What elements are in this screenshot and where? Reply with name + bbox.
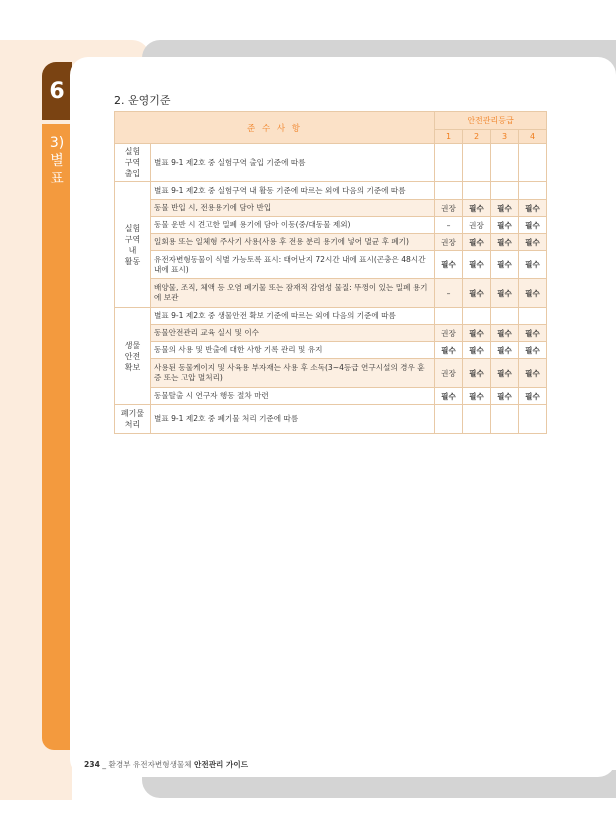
table-row (115, 217, 547, 234)
grade-cell: 필수 (491, 200, 519, 217)
operating-standards-table (114, 111, 547, 434)
grade-cell: 필수 (491, 388, 519, 405)
grade-cell (435, 144, 463, 182)
grade-cell: 필수 (519, 325, 547, 342)
grade-cell: 필수 (491, 325, 519, 342)
grade-number-header: 3 (491, 130, 519, 144)
category-line: 구역 (124, 158, 141, 167)
grade-cell: 필수 (491, 217, 519, 234)
grade-cell (435, 308, 463, 325)
table-row (115, 325, 547, 342)
grade-cell (491, 308, 519, 325)
requirement-text: 동물탈출 시 연구자 행동 절차 마련 (151, 388, 435, 405)
grade-cell (463, 144, 491, 182)
requirement-text: 동물의 사용 및 반출에 대한 사항 기록 관리 및 유지 (151, 342, 435, 359)
grade-cell: – (435, 279, 463, 308)
requirement-text: 동물안전관리 교육 실시 및 이수 (151, 325, 435, 342)
requirement-text: 별표 9-1 제2호 중 실험구역 출입 기준에 따름 (151, 144, 435, 182)
table-header-safety-grade: 안전관리등급 (435, 112, 547, 130)
grade-cell: 필수 (491, 342, 519, 359)
grade-cell: 필수 (491, 234, 519, 251)
category-line: 처리 (124, 420, 141, 429)
category-cell (115, 182, 151, 308)
grade-cell (435, 405, 463, 434)
table-row (115, 405, 547, 434)
section-tab (42, 124, 72, 750)
grade-cell: 필수 (519, 251, 547, 279)
requirement-text: 일회용 또는 일체형 주사기 사용(사용 후 전용 분리 용기에 넣어 멸균 후 폐기) (151, 234, 435, 251)
grade-cell: 필수 (519, 200, 547, 217)
grade-number-header: 1 (435, 130, 463, 144)
grade-cell (463, 308, 491, 325)
page-number: 234 (84, 760, 100, 769)
grade-cell: 필수 (519, 342, 547, 359)
grade-cell (519, 308, 547, 325)
table-row (115, 234, 547, 251)
section-number: 3) (49, 135, 65, 151)
grade-cell: 필수 (491, 359, 519, 388)
table-row (115, 251, 547, 279)
table-row (115, 342, 547, 359)
grade-number-header: 2 (463, 130, 491, 144)
category-line: 활동 (124, 256, 141, 266)
category-cell (115, 308, 151, 405)
grade-cell: 필수 (435, 342, 463, 359)
table-row (115, 200, 547, 217)
category-line: 생물 (124, 340, 141, 350)
chapter-number: 6 (49, 79, 65, 104)
grade-cell: 필수 (491, 251, 519, 279)
grade-cell: 필수 (519, 388, 547, 405)
grade-cell: 필수 (463, 251, 491, 279)
category-cell (115, 405, 151, 434)
grade-cell (519, 405, 547, 434)
grade-cell (463, 182, 491, 200)
requirement-text: 유전자변형동물이 식별 가능토록 표시: 태어난지 72시간 내에 표시(곤충은 48시간 내에 표시) (151, 251, 435, 279)
grade-cell: 필수 (519, 234, 547, 251)
requirement-text: 동물 반입 시, 전용용기에 담아 반입 (151, 200, 435, 217)
footer-publisher: 환경부 유전자변형생물체 (108, 760, 192, 769)
requirement-text: 동물 운반 시 견고한 밀폐 용기에 담아 이동(중/대동물 제외) (151, 217, 435, 234)
page-footer (84, 759, 248, 770)
grade-cell: 필수 (463, 200, 491, 217)
table-row (115, 182, 547, 200)
grade-cell: – (435, 217, 463, 234)
grade-cell: 필수 (491, 279, 519, 308)
category-cell (115, 144, 151, 182)
category-line: 안전 (124, 351, 141, 361)
grade-cell: 필수 (435, 251, 463, 279)
table-row (115, 388, 547, 405)
grade-cell: 필수 (519, 279, 547, 308)
grade-cell: 권장 (435, 359, 463, 388)
grade-cell: 필수 (519, 217, 547, 234)
requirement-text: 별표 9-1 제2호 중 실험구역 내 활동 기준에 따르는 외에 다음의 기준에 따름 (151, 182, 435, 200)
category-line: 실험 (124, 223, 141, 233)
footer-title: 안전관리 가이드 (194, 760, 249, 769)
category-line: 출입 (124, 169, 141, 178)
category-line: 확보 (124, 362, 141, 372)
chapter-number-tab (42, 62, 72, 120)
grade-cell: 필수 (463, 388, 491, 405)
grade-number-header: 4 (519, 130, 547, 144)
category-line: 구역 (124, 234, 141, 244)
requirement-text: 별표 9-1 제2호 중 폐기물 처리 기준에 따름 (151, 405, 435, 434)
grade-cell (491, 182, 519, 200)
table-row (115, 308, 547, 325)
table-row (115, 144, 547, 182)
category-line: 폐기물 (120, 409, 145, 418)
grade-cell: 필수 (463, 279, 491, 308)
grade-cell: 권장 (435, 325, 463, 342)
grade-cell: 권장 (463, 217, 491, 234)
requirement-text: 배양물, 조직, 체액 등 오염 폐기물 또는 잠재적 감염성 물질: 뚜껑이 있는 밀폐 용기에 보관 (151, 279, 435, 308)
table-header-requirements: 준 수 사 항 (115, 112, 435, 144)
grade-cell: 권장 (435, 234, 463, 251)
footer-separator: _ (102, 760, 107, 769)
grade-cell: 필수 (463, 325, 491, 342)
grade-cell (491, 405, 519, 434)
table-row (115, 359, 547, 388)
grade-cell (491, 144, 519, 182)
grade-cell: 권장 (435, 200, 463, 217)
section-char: 표 (50, 171, 64, 187)
category-line: 내 (128, 245, 137, 255)
requirement-text: 사용된 동물케이지 및 사육용 부자재는 사용 후 소독(3~4등급 연구시설의 경우 훈증 또는 고압 멸처리) (151, 359, 435, 388)
table-row (115, 279, 547, 308)
grade-cell: 필수 (435, 388, 463, 405)
section-char: 별 (50, 153, 64, 169)
grade-cell (463, 405, 491, 434)
grade-cell (519, 182, 547, 200)
grade-cell: 필수 (519, 359, 547, 388)
grade-cell (435, 182, 463, 200)
grade-cell: 필수 (463, 342, 491, 359)
requirement-text: 별표 9-1 제2호 중 생물안전 확보 기준에 따르는 외에 다음의 기준에 따름 (151, 308, 435, 325)
grade-cell (519, 144, 547, 182)
section-heading: 2. 운영기준 (114, 94, 171, 107)
grade-cell: 필수 (463, 359, 491, 388)
grade-cell: 필수 (463, 234, 491, 251)
category-line: 실험 (124, 147, 141, 156)
